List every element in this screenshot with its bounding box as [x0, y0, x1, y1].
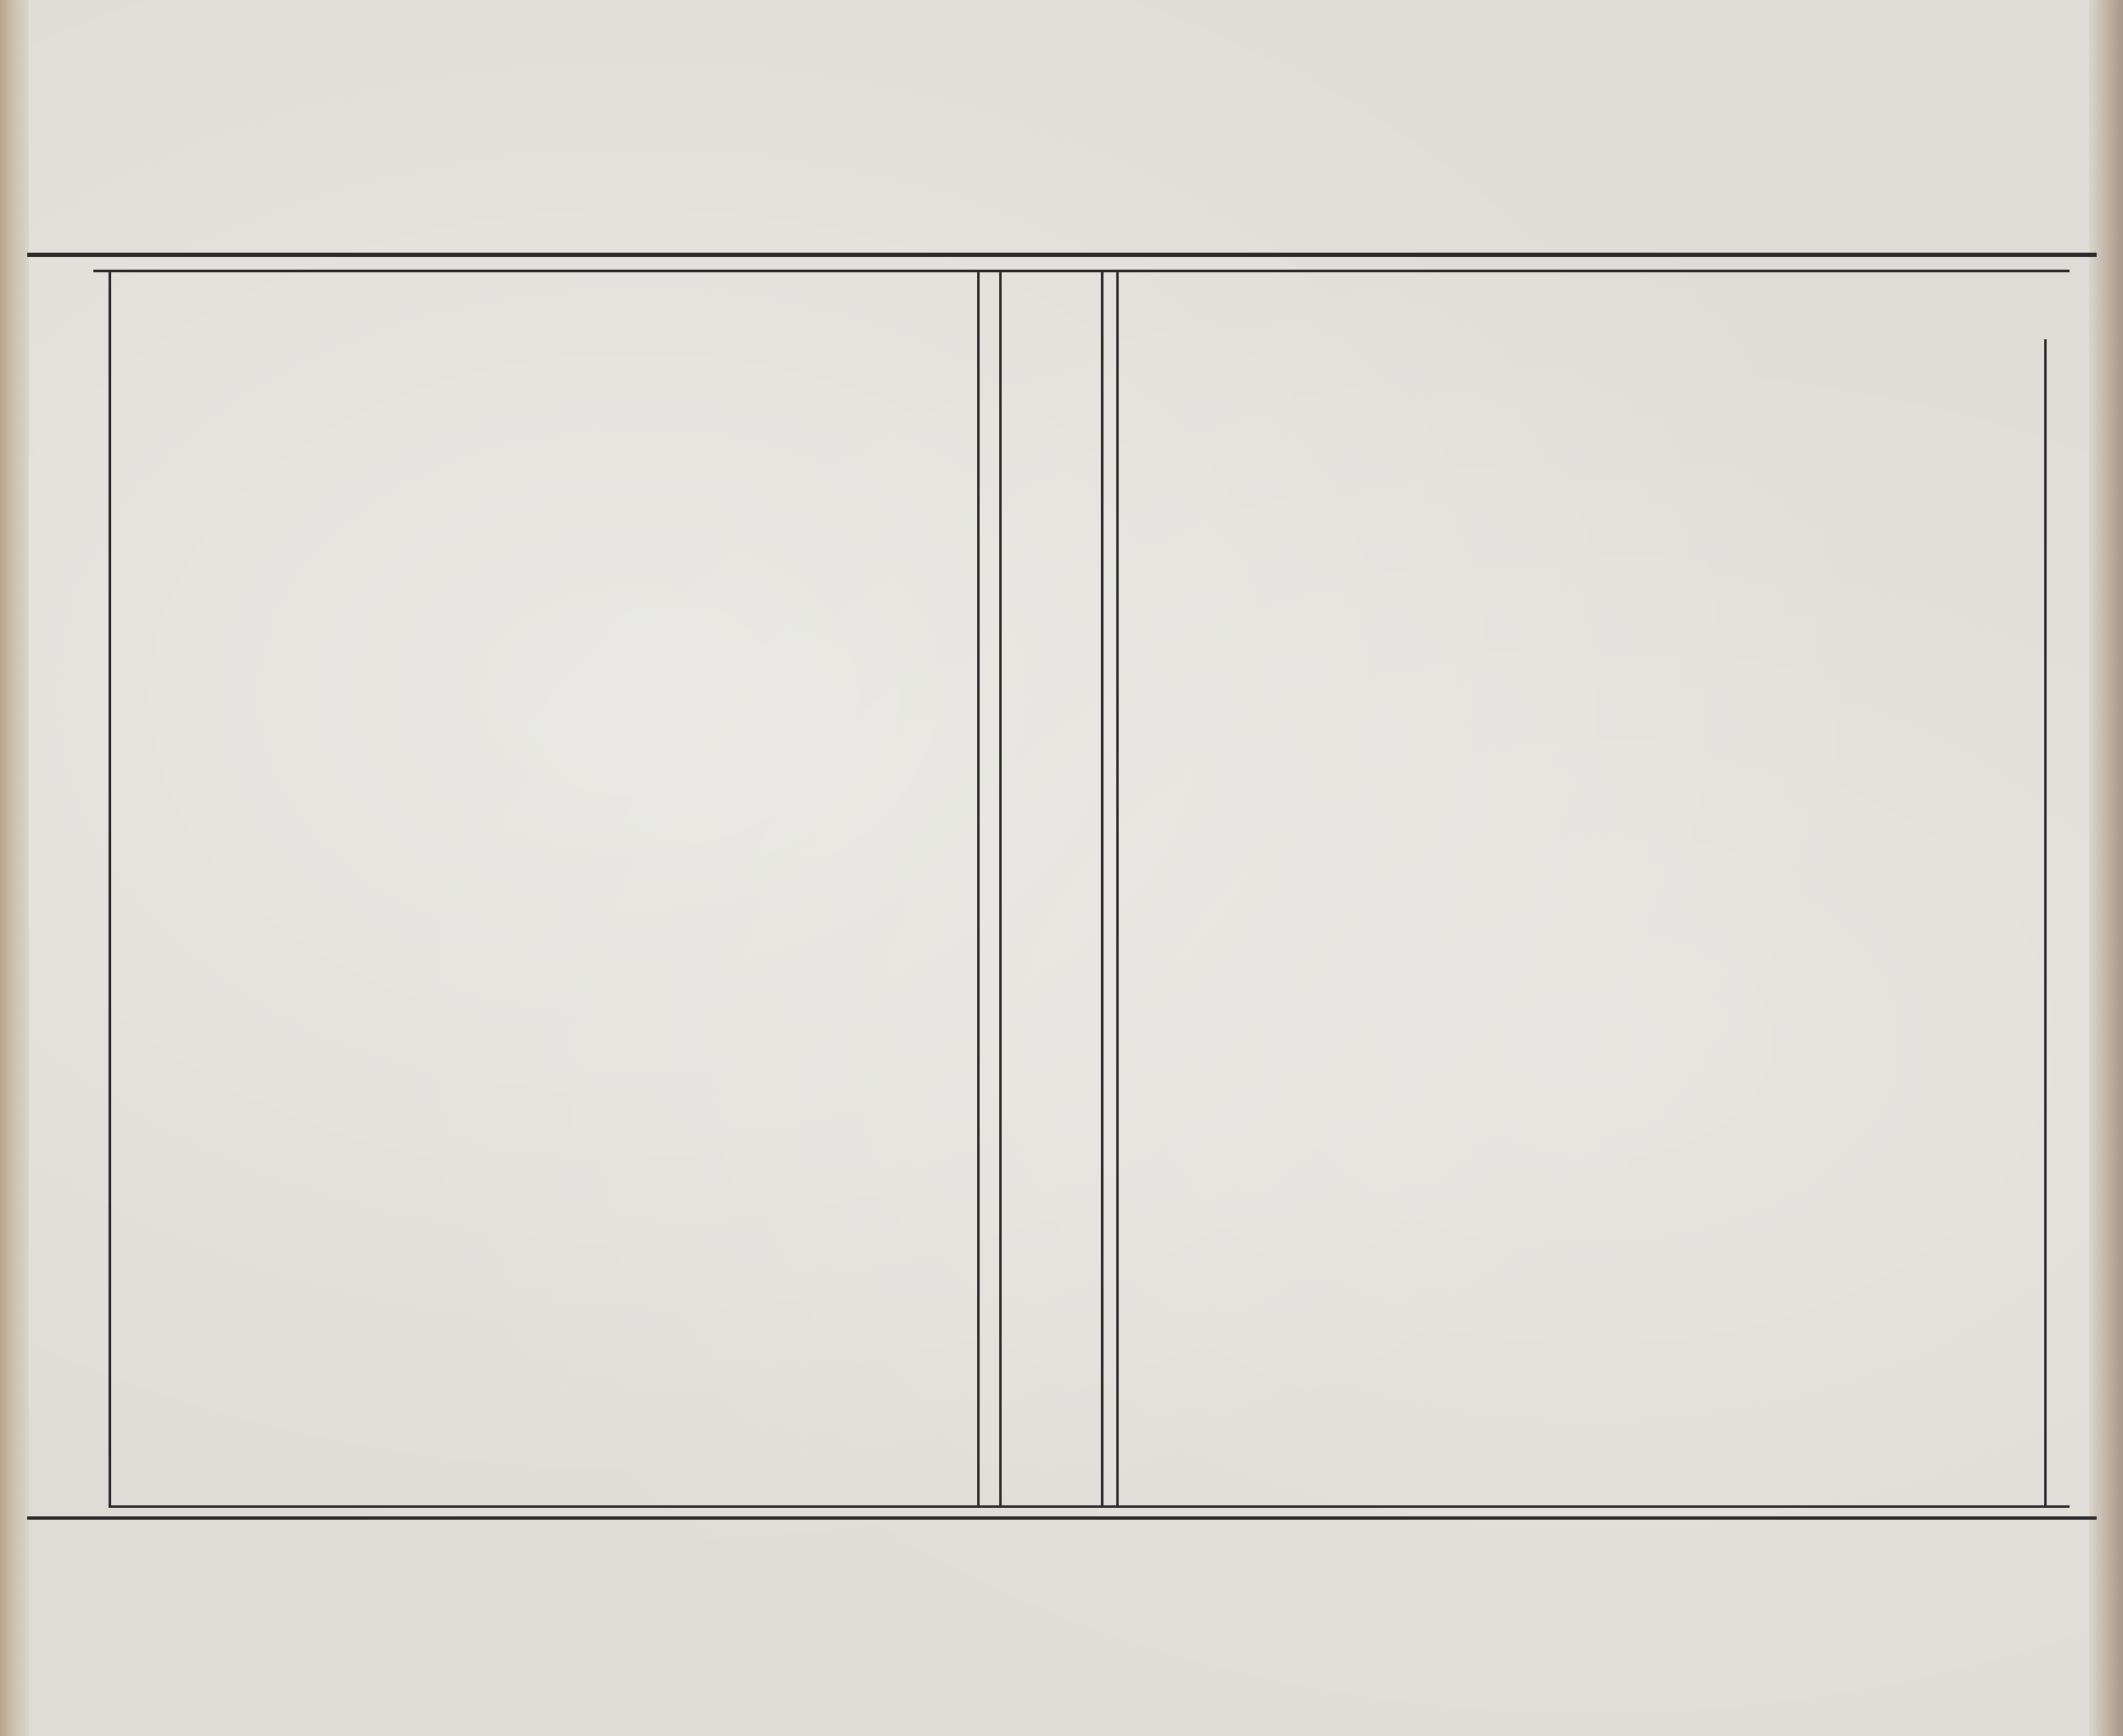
- bottom-outer-rule: [27, 1516, 2097, 1520]
- top-outer-rule: [27, 253, 2097, 257]
- right-page-left-line: [1116, 270, 1119, 1508]
- right-binding-edge: [2089, 0, 2123, 1736]
- bottom-inner-rule: [110, 1505, 2070, 1508]
- left-frame-line: [109, 270, 111, 1508]
- left-page-right-line: [977, 270, 980, 1508]
- right-frame-line: [2044, 339, 2047, 1508]
- top-inner-rule: [93, 270, 2070, 272]
- center-right-line: [1101, 270, 1103, 1508]
- center-left-line: [999, 270, 1002, 1508]
- left-binding-edge: [0, 0, 29, 1736]
